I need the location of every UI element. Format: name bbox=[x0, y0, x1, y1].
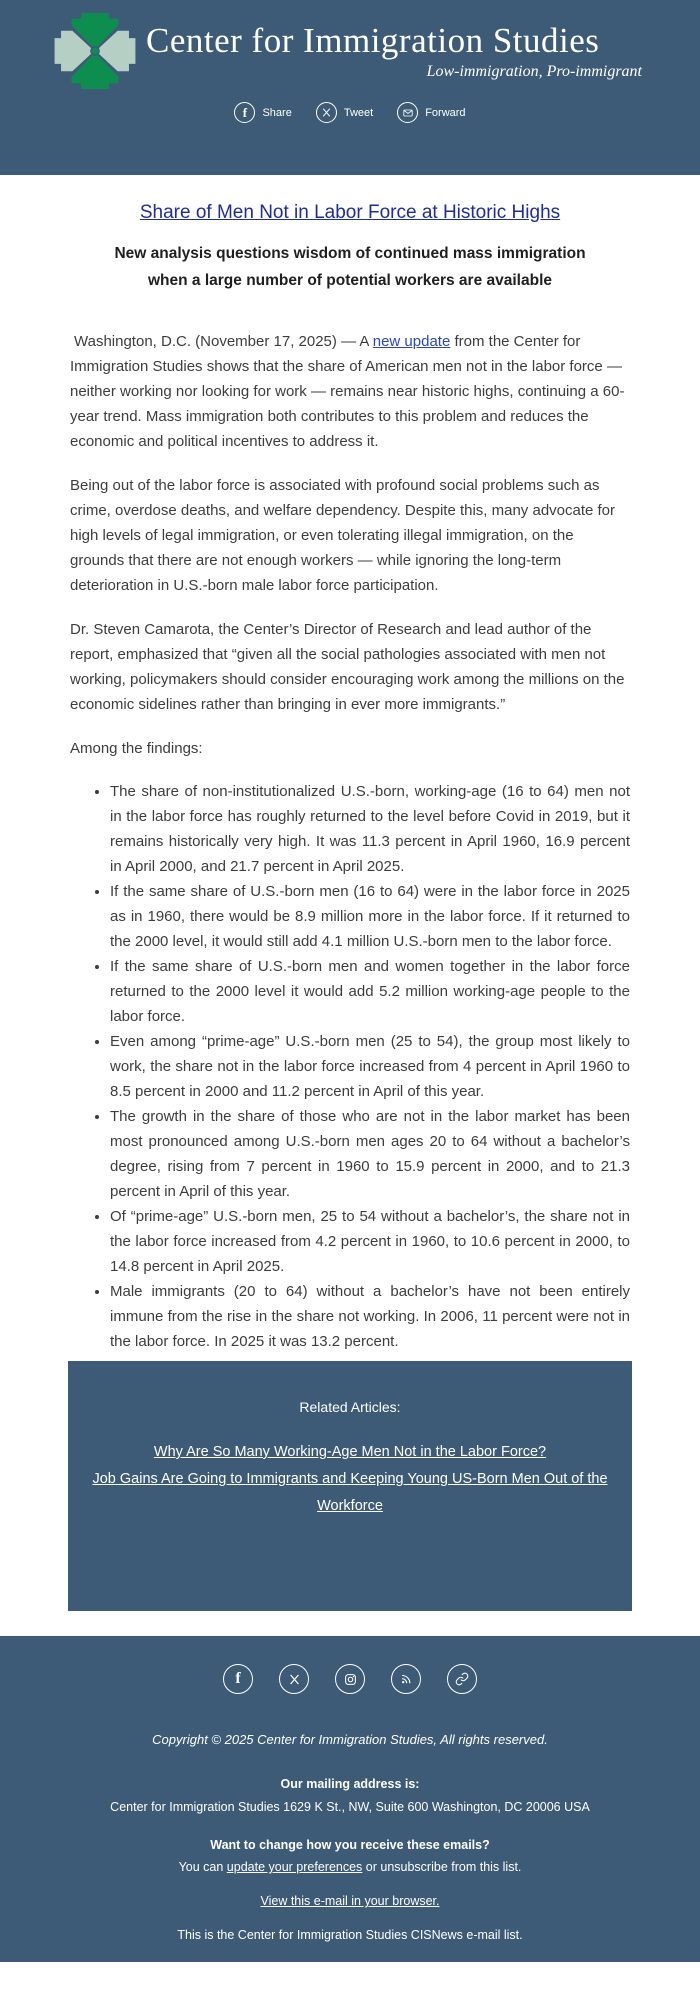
brand-title: Center for Immigration Studies bbox=[146, 21, 600, 60]
email-header bbox=[0, 0, 700, 175]
forward-button-label: Forward bbox=[425, 106, 466, 119]
related-article-link[interactable]: Why Are So Many Working-Age Men Not in the Labor Force? bbox=[153, 1444, 547, 1460]
finding-item: • Of “prime-age” U.S.-born men, 25 to 54 without a bachelor’s, the share not in the labor force increased from 4.2 percent in 1960, to 10.6 percent in 2000, to 14.8 percent in April 2025. bbox=[110, 1204, 630, 1279]
tweet-button-label: Tweet bbox=[343, 106, 374, 119]
tweet-button[interactable] bbox=[316, 102, 373, 123]
paragraph-text: Washington, D.C. (November 17, 2025) — A bbox=[74, 333, 373, 350]
update-preferences-link[interactable]: update your preferences bbox=[226, 1860, 363, 1874]
share-button-label: Share bbox=[262, 106, 292, 119]
facebook-icon: f bbox=[234, 102, 255, 123]
brand-block bbox=[136, 13, 642, 81]
link-icon[interactable] bbox=[447, 1664, 477, 1694]
finding-item: • The growth in the share of those who are not in the labor market has been most pronounced among U.S.-born men ages 20 to 64 without a bachelor’s degree, rising from 7 percent in 1960 to 15.9 percent in 2000, and to 21.3 percent in April of this year. bbox=[110, 1104, 630, 1204]
share-row bbox=[0, 102, 700, 123]
mailing-list-note: This is the Center for Immigration Studies CISNews e-mail list. bbox=[177, 1928, 523, 1942]
paragraph-text: from the Center for Immigration Studies shows that the share of American men not in the labor force — neither working nor looking for work — remains near historic highs, continuing a 60-year trend. Mass immigration both contributes to this problem and reduces the economic and political incentives to address it. bbox=[70, 333, 625, 450]
copyright-text: Copyright © 2025 Center for Immigration Studies, All rights reserved. bbox=[152, 1732, 548, 1747]
social-icons-row bbox=[0, 1664, 700, 1694]
paragraph-camarota-quote: Dr. Steven Camarota, the Center’s Director of Research and lead author of the report, emphasized that “given all the social pathologies associated with men not working, policymakers should consider encouraging work among the millions on the economic sidelines rather than bringing in ever more immigrants.” bbox=[70, 621, 625, 713]
share-button[interactable] bbox=[234, 102, 291, 123]
preferences-text: You can bbox=[178, 1860, 227, 1874]
masthead bbox=[0, 13, 700, 89]
change-emails-prompt: Want to change how you receive these emails? bbox=[210, 1838, 490, 1852]
preferences-line bbox=[0, 1860, 700, 1874]
envelope-icon bbox=[397, 102, 418, 123]
paragraph-dateline bbox=[70, 329, 630, 454]
preferences-text: or unsubscribe from this list. bbox=[362, 1860, 522, 1874]
finding-item: • If the same share of U.S.-born men (16 to 64) were in the labor force in 2025 as in 1960, there would be 8.9 million more in the labor force. If it returned to the 2000 level, it would still add 4.1 million U.S.-born men to the labor force. bbox=[110, 879, 630, 954]
article-title-link[interactable]: Share of Men Not in Labor Force at Historic Highs bbox=[139, 202, 561, 223]
facebook-icon[interactable]: f bbox=[223, 1664, 253, 1694]
finding-item: • The share of non-institutionalized U.S.-born, working-age (16 to 64) men not in the labor force has roughly returned to the level before Covid in 2019, but it remains historically very high. It was 11.3 percent in April 1960, 16.9 percent in April 2000, and 21.7 percent in April 2025. bbox=[110, 779, 630, 879]
cis-logo-icon bbox=[54, 13, 136, 89]
x-icon bbox=[316, 102, 337, 123]
rss-icon[interactable] bbox=[391, 1664, 421, 1694]
email-footer bbox=[0, 1636, 700, 1962]
brand-tagline: Low-immigration, Pro-immigrant bbox=[426, 63, 642, 80]
paragraph-social-problems: Being out of the labor force is associated with profound social problems such as crime, overdose deaths, and welfare dependency. Despite this, many advocate for high levels of legal immigration, or even tolerating illegal immigration, on the grounds that there are not enough workers — while ignoring the long-term deterioration in U.S.-born male labor force participation. bbox=[70, 477, 616, 594]
mailing-address-label: Our mailing address is: bbox=[280, 1777, 420, 1791]
mailing-address: Center for Immigration Studies 1629 K St., NW, Suite 600 Washington, DC 20006 USA bbox=[110, 1800, 590, 1814]
forward-button[interactable] bbox=[397, 102, 465, 123]
finding-item: • If the same share of U.S.-born men and women together in the labor force returned to the 2000 level it would add 5.2 million working-age people to the labor force. bbox=[110, 954, 630, 1029]
finding-item: • Even among “prime-age” U.S.-born men (25 to 54), the group most likely to work, the share not in the labor force increased from 4 percent in April 1960 to 8.5 percent in 2000 and 11.2 percent in April of this year. bbox=[110, 1029, 630, 1104]
view-in-browser-link[interactable]: View this e-mail in your browser. bbox=[260, 1894, 440, 1908]
findings-label: Among the findings: bbox=[70, 740, 203, 757]
new-update-link[interactable]: new update bbox=[372, 333, 451, 350]
related-articles-heading: Related Articles: bbox=[299, 1399, 401, 1415]
x-icon[interactable] bbox=[279, 1664, 309, 1694]
related-articles-links bbox=[85, 1439, 615, 1520]
related-articles-box bbox=[68, 1361, 632, 1611]
findings-list bbox=[70, 779, 630, 1354]
article-body bbox=[0, 175, 700, 1354]
finding-item: • Male immigrants (20 to 64) without a bachelor’s have not been entirely immune from the rise in the share not working. In 2006, 11 percent were not in the labor force. In 2025 it was 13.2 percent. bbox=[110, 1279, 630, 1354]
article-subtitle: New analysis questions wisdom of continued mass immigration when a large number of potential workers are available bbox=[114, 245, 586, 289]
related-article-link[interactable]: Job Gains Are Going to Immigrants and Keeping Young US-Born Men Out of the Workforce bbox=[92, 1471, 608, 1514]
instagram-icon[interactable] bbox=[335, 1664, 365, 1694]
